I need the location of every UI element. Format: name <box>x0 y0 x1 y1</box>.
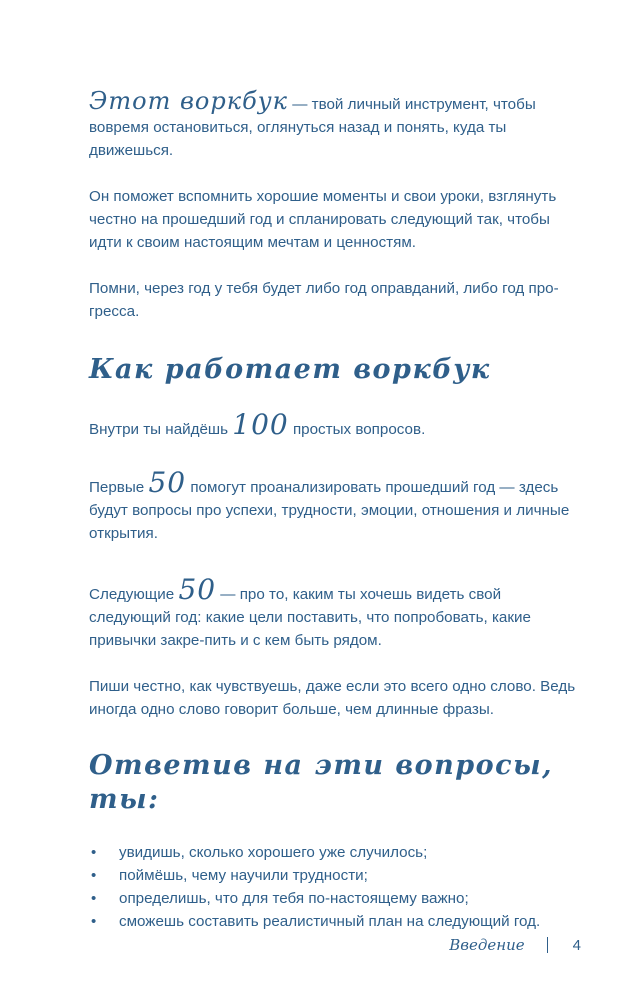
how-p3-before: Следующие <box>89 586 179 603</box>
intro-paragraph-2: Он поможет вспомнить хорошие моменты и свои уроки, взглянуть честно на прошедший год и спланировать следующий так, чтобы идти к своим настоящим мечтам и ценностям. <box>89 188 557 251</box>
how-heading: Как работает воркбук <box>89 354 491 385</box>
how-paragraph-3 <box>89 573 581 652</box>
how-paragraph-2 <box>89 466 581 545</box>
how-p1-before: Внутри ты найдёшь <box>89 421 233 438</box>
how-p3-after: — про то, каким ты хочешь видеть свой следующий год: какие цели поставить, что попробовать, какие привычки закре-пить и с кем быть рядом. <box>89 586 531 649</box>
bullet-icon: • <box>91 890 97 907</box>
answers-heading: Ответив на эти вопросы, ты: <box>89 750 553 815</box>
how-p3-number: 50 <box>178 573 217 606</box>
footer-section-title: Введение <box>449 936 525 954</box>
intro-lead-script: Этот воркбук <box>89 87 288 115</box>
list-item <box>89 864 581 887</box>
how-p2-number: 50 <box>148 466 187 499</box>
intro-lead-rest: — твой личный инструмент, чтобы вовремя остановиться, оглянуться назад и понять, куда ты движешься. <box>89 96 536 159</box>
bullet-icon: • <box>91 844 97 861</box>
page-number: 4 <box>572 936 581 954</box>
bullet-icon: • <box>91 913 97 930</box>
how-p2-before: Первые <box>89 479 149 496</box>
how-p1-number: 100 <box>232 408 289 441</box>
answers-list <box>89 841 581 933</box>
how-p1-after: простых вопросов. <box>288 421 426 438</box>
list-item-text: сможешь составить реалистичный план на следующий год. <box>119 913 541 930</box>
how-paragraph-4: Пиши честно, как чувствуешь, даже если это всего одно слово. Ведь иногда одно слово говорит больше, чем длинные фразы. <box>89 678 576 718</box>
intro-paragraph-1 <box>89 87 581 162</box>
how-paragraph-1 <box>89 408 581 441</box>
intro-paragraph-3: Помни, через год у тебя будет либо год оправданий, либо год про-гресса. <box>89 280 559 320</box>
list-item-text: поймёшь, чему научили трудности; <box>119 867 368 884</box>
how-p2-after: помогут проанализировать прошедший год — здесь будут вопросы про успехи, трудности, эмоции, отношения и личные открытия. <box>89 479 570 542</box>
footer-divider <box>547 937 548 953</box>
list-item-text: увидишь, сколько хорошего уже случилось; <box>119 844 428 861</box>
page-footer <box>440 933 581 957</box>
page-content <box>89 82 581 933</box>
bullet-icon: • <box>91 867 97 884</box>
list-item-text: определишь, что для тебя по-настоящему важно; <box>119 890 469 907</box>
list-item <box>89 841 581 864</box>
list-item <box>89 887 581 910</box>
list-item <box>89 910 581 933</box>
